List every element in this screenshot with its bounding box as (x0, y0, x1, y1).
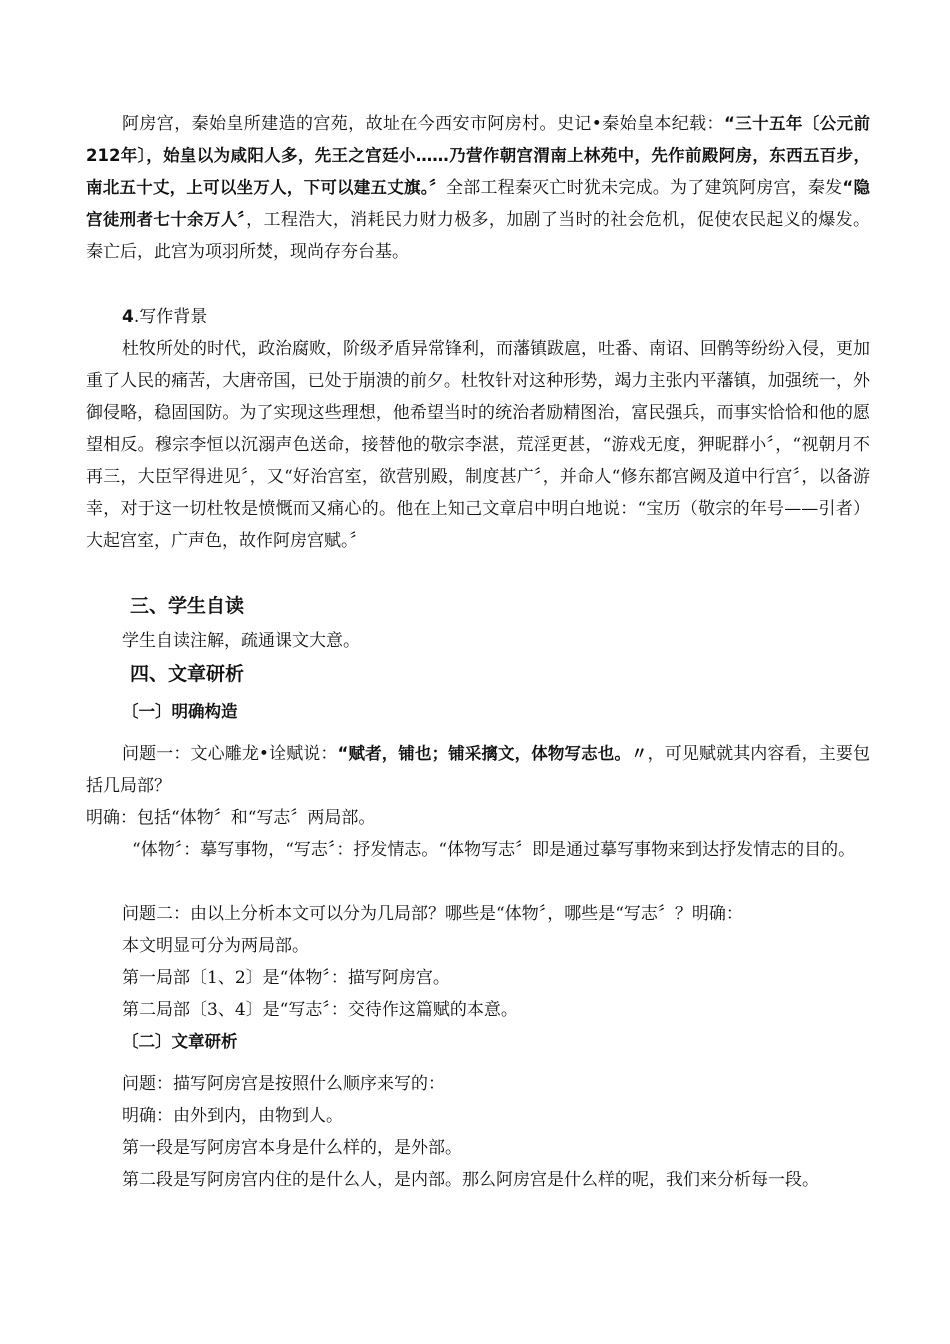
text-span: ，工程浩大，消耗民力财力极多，加剧了当时的社会危机，促使农民起义的爆发。秦亡后，此宫为项羽所焚，现尚存夯台基。 (86, 210, 871, 262)
question-order: 问题：描写阿房宫是按照什么顺序来写的： (122, 1074, 445, 1094)
segment-two: 第二段是写阿房宫内住的是什么人，是内部。那么阿房宫是什么样的呢，我们来分析每一段。 (122, 1170, 819, 1190)
text-span: 阿房宫，秦始皇所建造的宫苑，故址在今西安市阿房村。史记•秦始皇本纪载： (122, 114, 724, 134)
section-number: 4 (122, 307, 134, 327)
answer-order: 明确：由外到内，由物到人。 (122, 1106, 343, 1126)
text-span: 问题一：文心雕龙•诠赋说： (122, 744, 338, 764)
quote-bold: “赋者，铺也；铺采摛文，体物写志也。〃 (337, 744, 648, 763)
heading-article-analysis: 四、文章研析 (130, 663, 245, 685)
section-heading-writing-background (122, 301, 870, 333)
quote-bold: “三十五年〔公元前212年〕，始皇以为咸阳人多，先王之宫廷小……乃营作朝宫渭南上林苑中，先作前殿阿房，东西五百步，南北五十丈，上可以坐万人，下可以建五丈旗。〞 (86, 114, 870, 197)
subheading-structure: 〔一〕明确构造 (122, 702, 238, 721)
paragraph-epang-palace (86, 108, 870, 268)
section-title: .写作背景 (133, 307, 208, 327)
question-one (86, 738, 870, 802)
part-one: 第一局部〔1、2〕是“体物〞：描写阿房宫。 (122, 968, 450, 988)
text-self-read: 学生自读注解，疏通课文大意。 (122, 631, 360, 651)
subheading-analysis: 〔二〕文章研析 (122, 1032, 238, 1051)
quote-bold: “隐宫徒刑者七十余万人〞 (86, 178, 871, 229)
answer-one: 明确：包括“体物〞和“写志〞两局部。 (86, 808, 376, 828)
question-two: 问题二：由以上分析本文可以分为几局部？哪些是“体物〞，哪些是“写志〞？明确： (122, 904, 743, 924)
text-span: ，可见赋就其内容看，主要包括几局部？ (86, 744, 871, 796)
heading-student-reading: 三、学生自读 (130, 595, 245, 617)
paragraph-background: 杜牧所处的时代，政治腐败，阶级矛盾异常锋利，而藩镇跋扈，吐番、南诏、回鹘等纷纷入侵，更加重了人民的痛苦，大唐帝国，已处于崩溃的前夕。杜牧针对这种形势，竭力主张内平藩镇，加强统一，外御侵略，稳固国防。为了实现这些理想，他希望当时的统治者励精图治，富民强兵，而事实恰恰和他的愿望相反。穆宗李恒以沉溺声色送命，接替他的敬宗李湛，荒淫更甚，“游戏无度，狎昵群小〞，“视朝月不再三，大臣罕得进见〞，又“好治宫室，欲营别殿，制度甚广〞，并命人“修东都宫阙及道中行宫〞，以备游幸，对于这一切杜牧是愤慨而又痛心的。他在上知己文章启中明白地说：“宝历（敬宗的年号——引者）大起宫室，广声色，故作阿房宫赋。〞 (86, 339, 870, 551)
part-two: 第二局部〔3、4〕是“写志〞：交待作这篇赋的本意。 (122, 1000, 518, 1020)
answer-two: 本文明显可分为两局部。 (122, 936, 309, 956)
segment-one: 第一段是写阿房宫本身是什么样的，是外部。 (122, 1138, 462, 1158)
answer-one-detail: “体物〞：摹写事物，“写志〞：抒发情志。“体物写志〞即是通过摹写事物来到达抒发情志的目的。 (132, 840, 856, 860)
text-span: 全部工程秦灭亡时犹未完成。为了建筑阿房宫，秦发 (445, 178, 843, 198)
